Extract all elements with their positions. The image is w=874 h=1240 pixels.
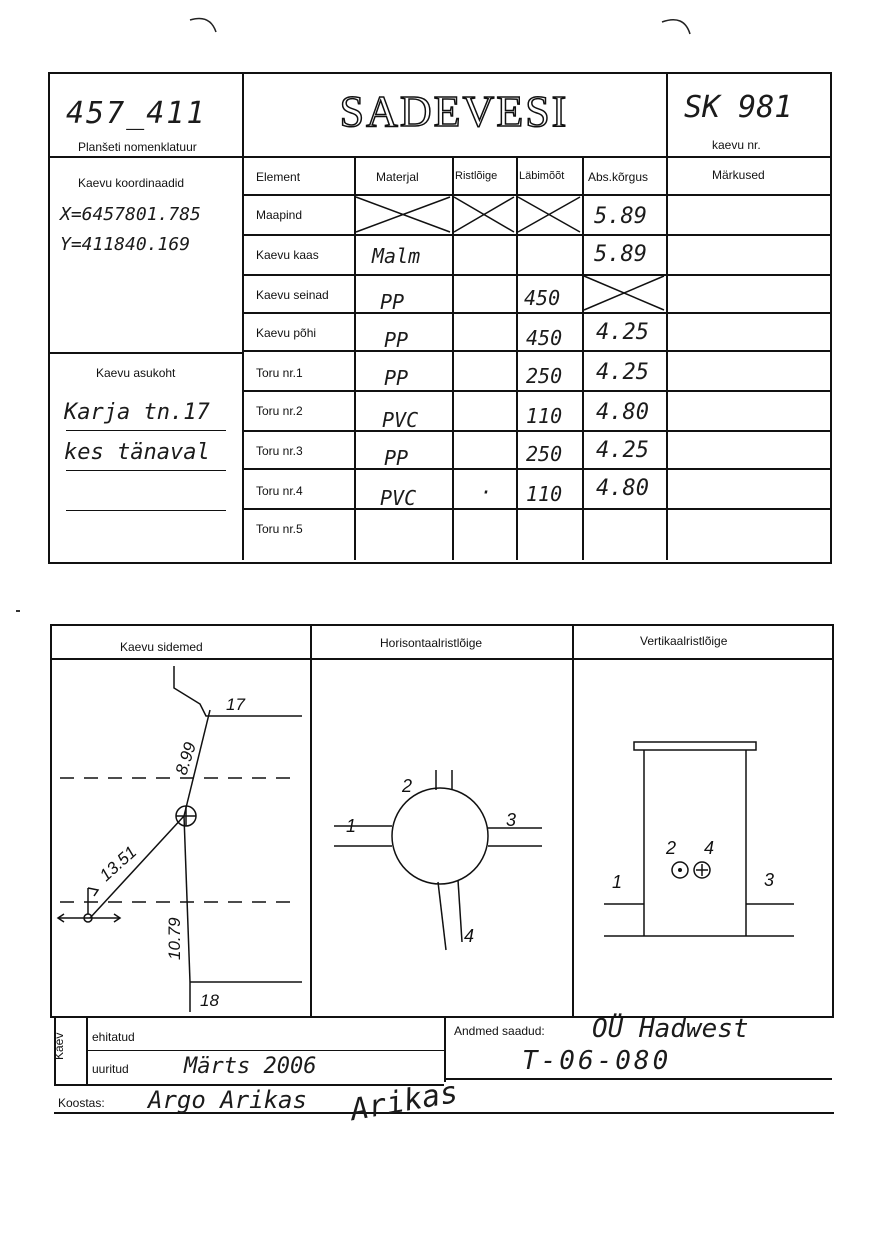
material-value: PVC: [382, 408, 419, 432]
pipe-label-1: 1: [612, 872, 623, 892]
material-value: PP: [384, 328, 409, 352]
pipe-label-4: 4: [704, 838, 715, 858]
vertical-section-title: Vertikaalristlõige: [640, 634, 728, 648]
surveyed-label: uuritud: [92, 1062, 129, 1076]
crossed-cells: [0, 0, 874, 600]
data-from-value: OÜ Hadwest: [592, 1014, 749, 1044]
height-value: 4.25: [596, 320, 649, 345]
coords-label: Kaevu koordinaadid: [78, 176, 185, 190]
built-label: ehitatud: [92, 1030, 135, 1044]
height-value: 4.25: [596, 438, 649, 463]
data-from-code: T-06-080: [522, 1046, 672, 1076]
cross-section-value: ·: [480, 480, 493, 504]
data-from-label: Andmed saadud:: [454, 1024, 545, 1038]
pipe-label-3: 3: [506, 810, 517, 830]
diameter-value: 250: [526, 442, 563, 466]
compiled-label: Koostas:: [58, 1096, 105, 1110]
height-value: 5.89: [594, 242, 647, 267]
diameter-value: 110: [526, 404, 563, 428]
tie-dist-top: 8.99: [171, 739, 201, 778]
pipe-label-1: 1: [346, 816, 357, 836]
pipe-label-2: 2: [402, 776, 413, 796]
row-element: Kaevu põhi: [256, 326, 317, 340]
row-element: Toru nr.1: [256, 366, 303, 380]
material-value: PP: [384, 366, 409, 390]
diameter-value: 250: [526, 364, 563, 388]
location-line1: Karja tn.17: [64, 400, 210, 425]
row-element: Kaevu seinad: [256, 288, 329, 302]
tie-dist-left: 13.51: [95, 842, 141, 885]
material-value: PP: [384, 446, 409, 470]
compiled-value: Argo Arikas: [148, 1086, 307, 1114]
height-value: 4.80: [596, 400, 649, 425]
header-cross-section: Ristlõige: [455, 170, 498, 182]
diameter-value: 450: [526, 326, 563, 350]
header-element: Element: [256, 170, 301, 184]
horizontal-section: [312, 660, 572, 1014]
vertical-section: [574, 660, 830, 1014]
pipe-label-3: 3: [764, 870, 775, 890]
ties-title: Kaevu sidemed: [120, 640, 203, 654]
row-element: Toru nr.4: [256, 484, 303, 498]
page-title: SADEVESI: [339, 87, 569, 136]
pipe-label-2: 2: [666, 838, 677, 858]
header-material: Materjal: [376, 170, 419, 184]
header-notes: Märkused: [712, 168, 765, 182]
well-number: SK 981: [684, 90, 793, 125]
height-value: 4.25: [596, 360, 649, 385]
diameter-value: 450: [524, 286, 561, 310]
surveyed-value: Märts 2006: [184, 1054, 317, 1079]
location-label: Kaevu asukoht: [96, 366, 176, 380]
tie-label-top: 17: [226, 695, 245, 714]
pipe-label-4: 4: [464, 926, 475, 946]
row-element: Maapind: [256, 208, 303, 222]
ties-sketch: [50, 660, 310, 1014]
tie-label-bottom: 18: [200, 991, 219, 1010]
location-line2: kes tänaval: [64, 440, 210, 465]
well-number-label: kaevu nr.: [712, 138, 761, 152]
row-element: Toru nr.5: [256, 522, 303, 536]
nomenclature-label: Planšeti nomenklatuur: [78, 140, 197, 154]
coord-x: X=6457801.785: [60, 204, 201, 225]
height-value: 5.89: [594, 204, 647, 229]
height-value: 4.80: [596, 476, 649, 501]
material-value: PP: [380, 290, 405, 314]
material-value: PVC: [380, 486, 417, 510]
row-element: Toru nr.2: [256, 404, 303, 418]
header-height: Abs.kõrgus: [588, 170, 649, 184]
nomenclature: 457_411: [66, 96, 207, 131]
side-label: Kaev: [52, 1032, 66, 1060]
diameter-value: 110: [526, 482, 563, 506]
header-diameter: Läbimõõt: [519, 170, 565, 182]
coord-y: Y=411840.169: [60, 234, 191, 255]
tie-dist-bottom: 10.79: [165, 917, 184, 960]
row-element: Toru nr.3: [256, 444, 303, 458]
row-element: Kaevu kaas: [256, 248, 319, 262]
horizontal-section-title: Horisontaalristlõige: [380, 636, 483, 650]
signature: Arikas: [347, 1074, 461, 1129]
material-value: Malm: [372, 244, 421, 268]
